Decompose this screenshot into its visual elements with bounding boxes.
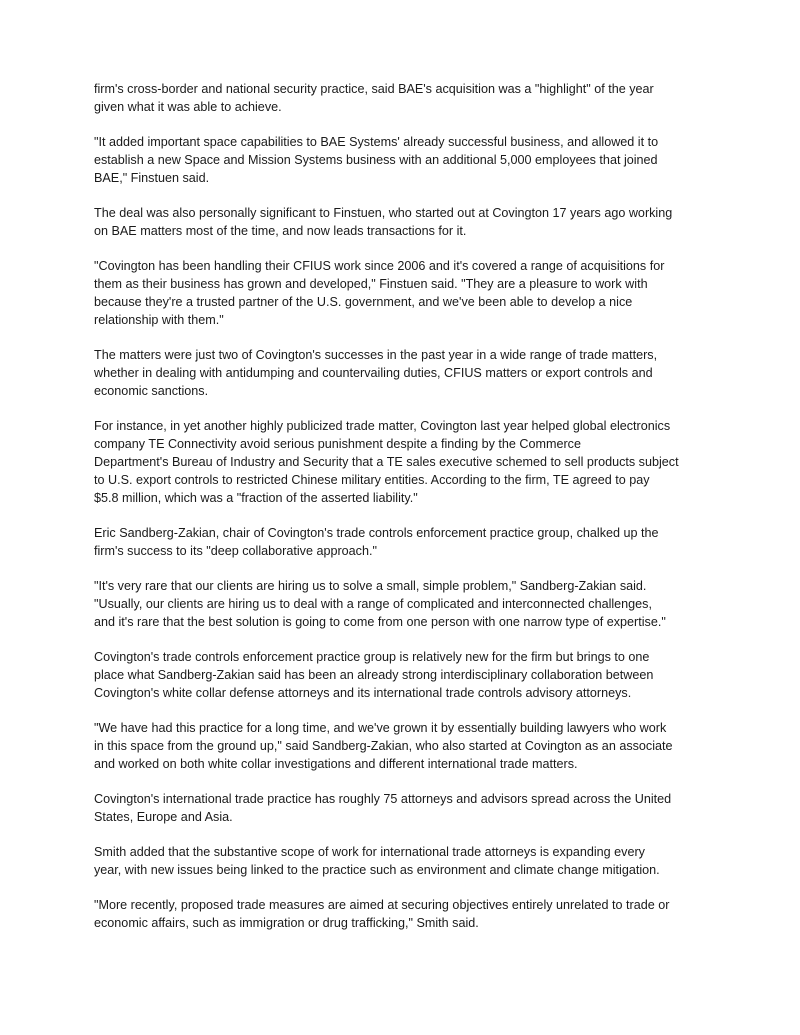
paragraph-line: firm's success to its "deep collaborative approach." — [94, 544, 377, 558]
paragraph-line: because they're a trusted partner of the U.S. government, and we've been able to develop a nice — [94, 295, 633, 309]
paragraph-7 — [94, 524, 714, 560]
paragraph-line: economic affairs, such as immigration or drug trafficking," Smith said. — [94, 916, 479, 930]
paragraph-2 — [94, 133, 714, 187]
paragraph-line: economic sanctions. — [94, 384, 209, 398]
paragraph-line: The deal was also personally significant to Finstuen, who started out at Covington 17 years ago working — [94, 206, 673, 220]
paragraph-line: establish a new Space and Mission Systems business with an additional 5,000 employees that joined — [94, 153, 658, 167]
paragraph-line: and it's rare that the best solution is going to come from one person with one narrow type of expertise." — [94, 615, 666, 629]
paragraph-line: "It added important space capabilities to BAE Systems' already successful business, and allowed it to — [94, 135, 659, 149]
paragraph-line: The matters were just two of Covington's successes in the past year in a wide range of trade matters, — [94, 348, 658, 362]
paragraph-12 — [94, 843, 714, 879]
paragraph-line: $5.8 million, which was a "fraction of the asserted liability." — [94, 491, 418, 505]
paragraph-line: Eric Sandberg-Zakian, chair of Covington's trade controls enforcement practice group, chalked up the — [94, 526, 659, 540]
paragraph-line: Covington's white collar defense attorneys and its international trade controls advisory attorneys. — [94, 686, 632, 700]
paragraph-line: them as their business has grown and developed," Finstuen said. "They are a pleasure to work with — [94, 277, 648, 291]
paragraph-line: "Covington has been handling their CFIUS work since 2006 and it's covered a range of acquisitions for — [94, 259, 665, 273]
paragraph-line: in this space from the ground up," said Sandberg-Zakian, who also started at Covington as an associate — [94, 739, 673, 753]
paragraph-line: and worked on both white collar investigations and different international trade matters. — [94, 757, 578, 771]
paragraph-4 — [94, 257, 714, 329]
paragraph-6 — [94, 417, 714, 507]
paragraph-line: Covington's trade controls enforcement practice group is relatively new for the firm but brings to one — [94, 650, 650, 664]
paragraph-line: whether in dealing with antidumping and countervailing duties, CFIUS matters or export controls and — [94, 366, 653, 380]
paragraph-line: on BAE matters most of the time, and now leads transactions for it. — [94, 224, 467, 238]
paragraph-line: "Usually, our clients are hiring us to deal with a range of complicated and interconnected challenges, — [94, 597, 652, 611]
paragraph-line: States, Europe and Asia. — [94, 810, 233, 824]
paragraph-line: "We have had this practice for a long time, and we've grown it by essentially building lawyers who work — [94, 721, 667, 735]
paragraph-line: given what it was able to achieve. — [94, 100, 282, 114]
paragraph-line: "It's very rare that our clients are hiring us to solve a small, simple problem," Sandberg-Zakian said. — [94, 579, 647, 593]
paragraph-line: BAE," Finstuen said. — [94, 171, 210, 185]
document-page — [94, 80, 714, 949]
paragraph-line: to U.S. export controls to restricted Chinese military entities. According to the firm, TE agreed to pay — [94, 473, 650, 487]
paragraph-line: "More recently, proposed trade measures are aimed at securing objectives entirely unrelated to trade or — [94, 898, 670, 912]
paragraph-line: For instance, in yet another highly publicized trade matter, Covington last year helped global electronics — [94, 419, 671, 433]
paragraph-line: company TE Connectivity avoid serious punishment despite a finding by the Commerce — [94, 437, 581, 451]
paragraph-line: Smith added that the substantive scope of work for international trade attorneys is expanding every — [94, 845, 645, 859]
paragraph-8 — [94, 577, 714, 631]
paragraph-line: Covington's international trade practice has roughly 75 attorneys and advisors spread across the United — [94, 792, 672, 806]
paragraph-10 — [94, 719, 714, 773]
paragraph-line: relationship with them." — [94, 313, 224, 327]
paragraph-line: firm's cross-border and national security practice, said BAE's acquisition was a "highlight" of the year — [94, 82, 654, 96]
paragraph-line: year, with new issues being linked to the practice such as environment and climate change mitigation. — [94, 863, 660, 877]
paragraph-1 — [94, 80, 714, 116]
paragraph-9 — [94, 648, 714, 702]
paragraph-5 — [94, 346, 714, 400]
paragraph-13 — [94, 896, 714, 932]
paragraph-line: place what Sandberg-Zakian said has been an already strong interdisciplinary collaboration between — [94, 668, 654, 682]
paragraph-11 — [94, 790, 714, 826]
paragraph-line: Department's Bureau of Industry and Security that a TE sales executive schemed to sell products subject — [94, 455, 679, 469]
paragraph-3 — [94, 204, 714, 240]
